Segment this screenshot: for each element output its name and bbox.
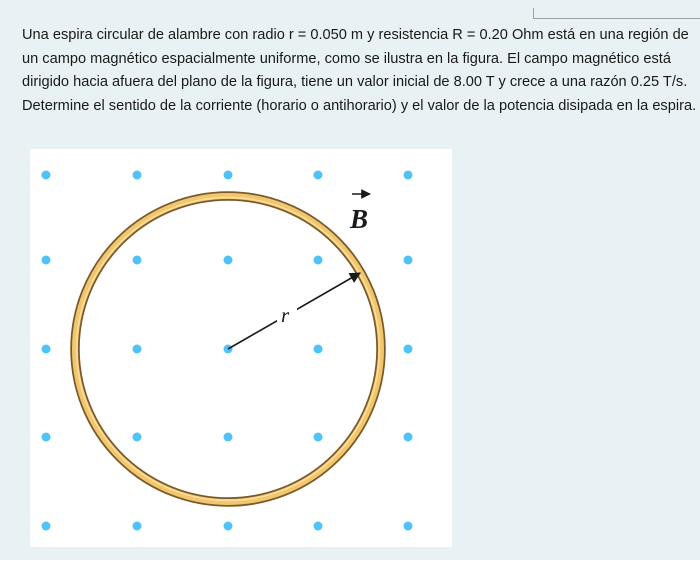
radius-label: r xyxy=(281,303,290,327)
field-dot xyxy=(42,522,51,531)
field-dot xyxy=(404,171,413,180)
field-dot xyxy=(404,522,413,531)
magnetic-field-figure xyxy=(30,149,452,547)
field-dot xyxy=(314,171,323,180)
field-dot xyxy=(404,256,413,265)
field-dot xyxy=(224,433,233,442)
problem-statement: Una espira circular de alambre con radio r = 0.050 m y resistencia R = 0.20 Ohm está en una región de un campo magnético espacialmente uniforme, como se ilustra en la figura. El campo magnético está dirigido hacia afuera del plano de la figura, tiene un valor inicial de 8.00 T y crece a una razón 0.25 T/s. Determine el sentido de la corriente (horario o antihorario) y el valor de la potencia disipada en la espira. xyxy=(22,27,697,114)
field-dot xyxy=(42,433,51,442)
field-dot xyxy=(42,345,51,354)
bottom-strip xyxy=(0,560,700,572)
field-dot xyxy=(133,256,142,265)
field-dot xyxy=(224,171,233,180)
field-dot xyxy=(314,345,323,354)
field-label: B xyxy=(350,204,369,234)
top-divider-line xyxy=(533,18,700,19)
field-dot xyxy=(224,522,233,531)
field-dot xyxy=(404,433,413,442)
field-dot xyxy=(314,433,323,442)
field-dot xyxy=(133,171,142,180)
field-dot xyxy=(314,256,323,265)
field-dot xyxy=(133,433,142,442)
field-dot xyxy=(404,345,413,354)
field-dot xyxy=(314,522,323,531)
field-dot xyxy=(42,171,51,180)
field-dot xyxy=(42,256,51,265)
field-dot xyxy=(133,345,142,354)
field-dot xyxy=(133,522,142,531)
field-dot xyxy=(224,256,233,265)
